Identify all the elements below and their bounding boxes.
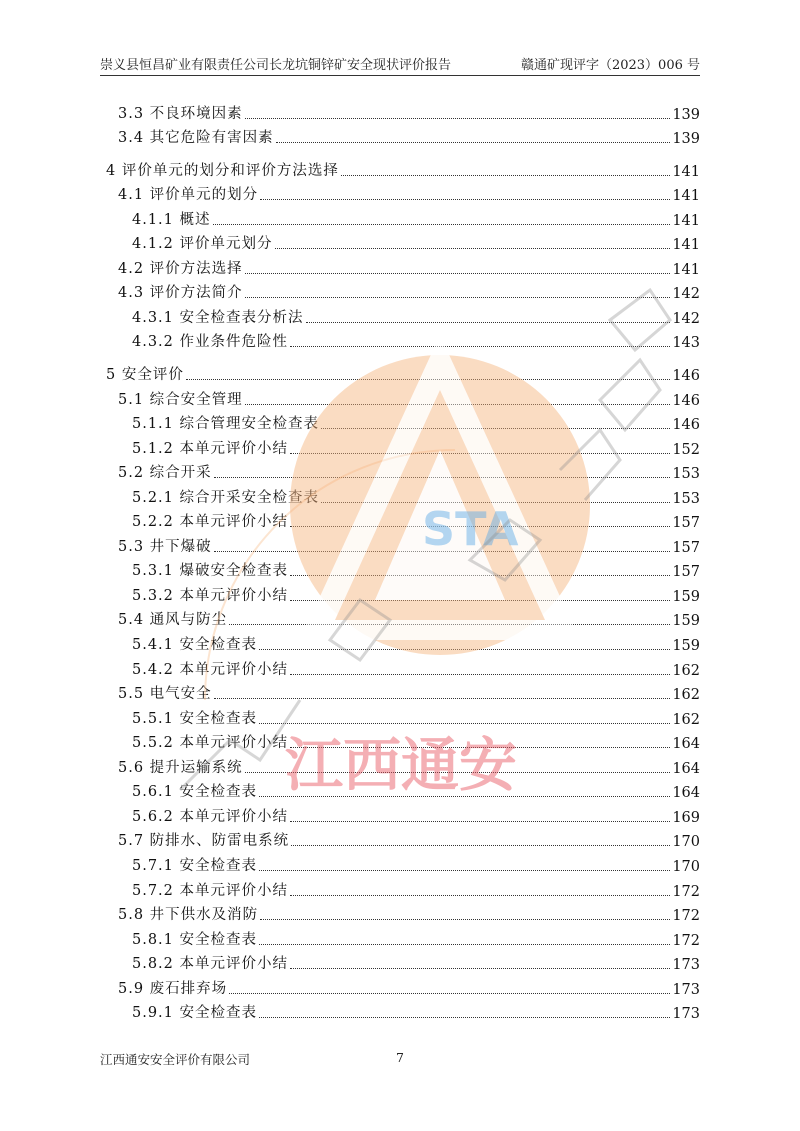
toc-entry-title: 5.9 废石排弃场 — [118, 980, 228, 997]
table-of-contents — [100, 98, 700, 1022]
toc-entry[interactable] — [100, 123, 700, 148]
toc-entry[interactable] — [100, 359, 700, 384]
toc-dot-leader — [214, 476, 671, 478]
toc-entry[interactable] — [100, 278, 700, 303]
toc-entry[interactable] — [100, 875, 700, 900]
toc-entry[interactable] — [100, 409, 700, 434]
toc-entry-page: 152 — [672, 441, 700, 458]
toc-dot-leader — [245, 296, 671, 298]
toc-entry-title: 5.7 防排水、防雷电系统 — [118, 833, 290, 850]
toc-entry-page: 170 — [672, 834, 700, 851]
toc-entry[interactable] — [100, 155, 700, 180]
toc-dot-leader — [306, 321, 671, 323]
toc-dot-leader — [214, 697, 671, 699]
toc-entry-title: 5 安全评价 — [106, 367, 184, 384]
toc-entry-title: 4.1.2 评价单元划分 — [132, 236, 273, 253]
toc-entry[interactable] — [100, 556, 700, 581]
toc-entry[interactable] — [100, 507, 700, 532]
toc-entry-page: 146 — [672, 417, 700, 434]
toc-entry-page: 164 — [672, 736, 700, 753]
toc-entry-title: 5.1.1 综合管理安全检查表 — [132, 416, 320, 433]
toc-entry-title: 5.7.2 本单元评价小结 — [132, 882, 289, 899]
toc-entry[interactable] — [100, 728, 700, 753]
toc-entry[interactable] — [100, 949, 700, 974]
toc-dot-leader — [290, 820, 670, 822]
toc-entry-title: 3.3 不良环境因素 — [118, 105, 243, 122]
svg-text:STA: STA — [422, 502, 519, 556]
toc-entry-page: 143 — [672, 335, 700, 352]
toc-entry-title: 5.8 井下供水及消防 — [118, 907, 259, 924]
toc-entry[interactable] — [100, 605, 700, 630]
toc-dot-leader — [259, 943, 670, 945]
toc-entry-page: 139 — [672, 131, 700, 148]
toc-entry-title: 4.1 评价单元的划分 — [118, 187, 259, 204]
toc-entry-page: 157 — [672, 539, 700, 556]
toc-entry-page: 162 — [672, 662, 700, 679]
toc-dot-leader — [245, 771, 671, 773]
toc-dot-leader — [290, 894, 670, 896]
toc-dot-leader — [229, 992, 670, 994]
toc-entry[interactable] — [100, 777, 700, 802]
toc-entry-title: 5.5 电气安全 — [118, 686, 212, 703]
toc-entry-page: 173 — [672, 981, 700, 998]
toc-entry[interactable] — [100, 204, 700, 229]
toc-entry[interactable] — [100, 253, 700, 278]
toc-entry-page: 146 — [672, 392, 700, 409]
toc-dot-leader — [290, 525, 670, 527]
toc-entry-title: 5.3.1 爆破安全检查表 — [132, 563, 289, 580]
toc-entry[interactable] — [100, 531, 700, 556]
toc-entry-page: 141 — [672, 163, 700, 180]
toc-entry-page: 170 — [672, 858, 700, 875]
toc-entry[interactable] — [100, 629, 700, 654]
toc-entry-title: 5.4.2 本单元评价小结 — [132, 661, 289, 678]
toc-entry-title: 5.6.1 安全检查表 — [132, 784, 258, 801]
toc-entry-title: 5.9.1 安全检查表 — [132, 1005, 258, 1022]
toc-entry-title: 5.6 提升运输系统 — [118, 759, 243, 776]
toc-entry-title: 5.5.2 本单元评价小结 — [132, 735, 289, 752]
toc-entry[interactable] — [100, 98, 700, 123]
toc-entry-page: 164 — [672, 760, 700, 777]
toc-dot-leader — [259, 1016, 670, 1018]
toc-entry-page: 162 — [672, 687, 700, 704]
toc-entry-title: 5.3 井下爆破 — [118, 538, 212, 555]
toc-dot-leader — [259, 722, 670, 724]
toc-entry[interactable] — [100, 850, 700, 875]
toc-dot-leader — [214, 550, 671, 552]
toc-entry[interactable] — [100, 900, 700, 925]
toc-entry-title: 4 评价单元的划分和评价方法选择 — [106, 162, 339, 179]
toc-entry-page: 164 — [672, 785, 700, 802]
toc-entry-page: 141 — [672, 237, 700, 254]
toc-dot-leader — [276, 141, 671, 143]
toc-entry-title: 5.7.1 安全检查表 — [132, 857, 258, 874]
toc-entry-title: 5.2 综合开采 — [118, 465, 212, 482]
toc-entry-page: 139 — [672, 106, 700, 123]
toc-entry[interactable] — [100, 752, 700, 777]
toc-entry-title: 5.1.2 本单元评价小结 — [132, 440, 289, 457]
toc-entry-page: 159 — [672, 588, 700, 605]
toc-dot-leader — [341, 174, 670, 176]
toc-entry-page: 153 — [672, 490, 700, 507]
toc-entry-page: 159 — [672, 613, 700, 630]
toc-entry[interactable] — [100, 801, 700, 826]
toc-dot-leader — [290, 967, 670, 969]
toc-entry-page: 141 — [672, 212, 700, 229]
toc-dot-leader — [290, 746, 670, 748]
toc-dot-leader — [275, 247, 671, 249]
toc-dot-leader — [291, 844, 670, 846]
svg-text:江西通安: 江西通安 — [285, 731, 518, 799]
page-header — [100, 54, 700, 73]
toc-dot-leader — [229, 623, 670, 625]
toc-entry-page: 157 — [672, 515, 700, 532]
page-footer — [100, 1050, 700, 1068]
toc-entry-title: 4.3.2 作业条件危险性 — [132, 334, 289, 351]
toc-entry-title: 5.5.1 安全检查表 — [132, 710, 258, 727]
toc-dot-leader — [260, 198, 670, 200]
toc-entry[interactable] — [100, 703, 700, 728]
toc-dot-leader — [259, 648, 670, 650]
toc-dot-leader — [321, 501, 670, 503]
toc-entry-title: 4.2 评价方法选择 — [118, 260, 243, 277]
toc-entry-page: 159 — [672, 638, 700, 655]
toc-entry-title: 4.3 评价方法简介 — [118, 285, 243, 302]
toc-entry[interactable] — [100, 826, 700, 851]
toc-entry-page: 142 — [672, 310, 700, 327]
header-document-number: 赣通矿现评字（2023）006 号 — [520, 58, 700, 73]
toc-dot-leader — [290, 345, 670, 347]
toc-entry-page: 157 — [672, 564, 700, 581]
toc-entry[interactable] — [100, 384, 700, 409]
toc-dot-leader — [245, 403, 671, 405]
toc-entry[interactable] — [100, 973, 700, 998]
toc-entry-title: 5.6.2 本单元评价小结 — [132, 808, 289, 825]
toc-dot-leader — [259, 795, 670, 797]
toc-entry-title: 5.4.1 安全检查表 — [132, 637, 258, 654]
toc-entry-title: 3.4 其它危险有害因素 — [118, 130, 274, 147]
toc-entry-page: 146 — [672, 368, 700, 385]
toc-entry-page: 172 — [672, 932, 700, 949]
toc-dot-leader — [245, 272, 671, 274]
toc-entry-page: 141 — [672, 188, 700, 205]
toc-entry[interactable] — [100, 580, 700, 605]
toc-entry[interactable] — [100, 458, 700, 483]
toc-dot-leader — [321, 427, 670, 429]
header-divider — [100, 75, 700, 76]
toc-entry-title: 5.8.1 安全检查表 — [132, 931, 258, 948]
toc-dot-leader — [290, 452, 670, 454]
footer-company-name: 江西通安安全评价有限公司 — [100, 1052, 251, 1067]
toc-dot-leader — [213, 223, 671, 225]
toc-entry-page: 172 — [672, 908, 700, 925]
toc-entry-page: 153 — [672, 466, 700, 483]
toc-entry[interactable] — [100, 998, 700, 1023]
toc-entry[interactable] — [100, 482, 700, 507]
toc-entry-page: 141 — [672, 261, 700, 278]
toc-entry-page: 173 — [672, 957, 700, 974]
toc-entry-page: 162 — [672, 711, 700, 728]
toc-entry-title: 5.4 通风与防尘 — [118, 612, 228, 629]
toc-entry[interactable] — [100, 180, 700, 205]
toc-dot-leader — [290, 574, 670, 576]
toc-entry[interactable] — [100, 924, 700, 949]
toc-dot-leader — [259, 869, 670, 871]
toc-dot-leader — [290, 673, 670, 675]
header-report-title: 崇义县恒昌矿业有限责任公司长龙坑铜锌矿安全现状评价报告 — [100, 58, 452, 73]
toc-entry-title: 5.1 综合安全管理 — [118, 391, 243, 408]
toc-entry[interactable] — [100, 679, 700, 704]
toc-entry-title: 5.2.2 本单元评价小结 — [132, 514, 289, 531]
toc-dot-leader — [260, 918, 670, 920]
toc-dot-leader — [245, 117, 671, 119]
footer-page-number: 7 — [396, 1050, 404, 1065]
toc-entry-title: 5.3.2 本单元评价小结 — [132, 587, 289, 604]
toc-entry-title: 4.3.1 安全检查表分析法 — [132, 309, 304, 326]
toc-entry[interactable] — [100, 433, 700, 458]
toc-entry[interactable] — [100, 654, 700, 679]
toc-entry[interactable] — [100, 229, 700, 254]
toc-entry-page: 173 — [672, 1006, 700, 1023]
toc-dot-leader — [186, 378, 670, 380]
toc-entry-title: 4.1.1 概述 — [132, 211, 211, 228]
toc-entry-title: 5.2.1 综合开采安全检查表 — [132, 489, 320, 506]
toc-dot-leader — [290, 599, 670, 601]
toc-entry-title: 5.8.2 本单元评价小结 — [132, 956, 289, 973]
toc-entry-page: 169 — [672, 809, 700, 826]
toc-entry-page: 172 — [672, 883, 700, 900]
toc-entry-page: 142 — [672, 286, 700, 303]
toc-entry[interactable] — [100, 302, 700, 327]
toc-entry[interactable] — [100, 327, 700, 352]
